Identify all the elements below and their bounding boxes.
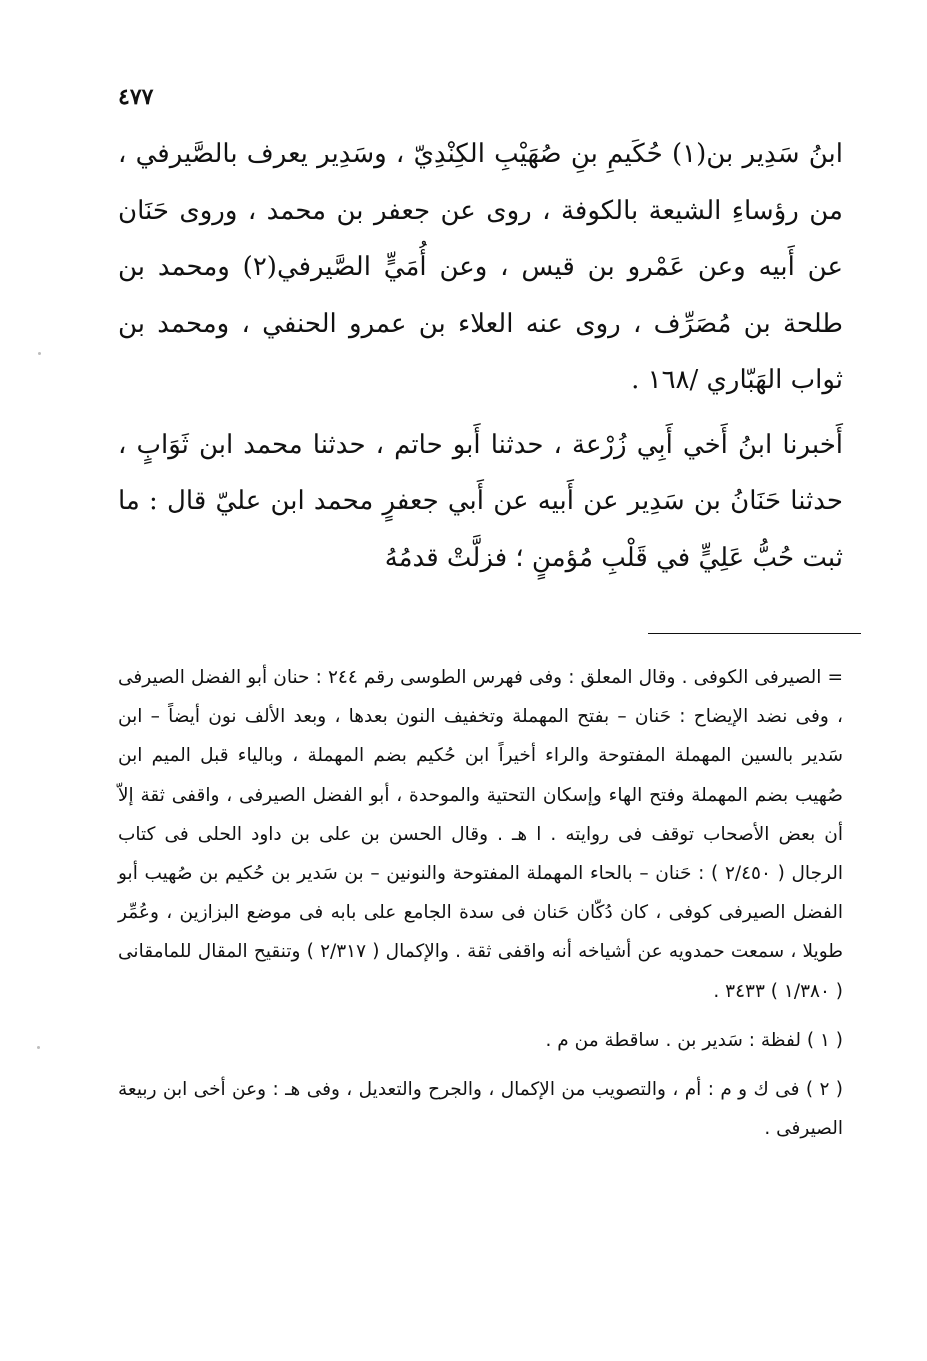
page-number: ٤٧٧ <box>118 84 154 110</box>
note-continuation: = الصيرفى الكوفى . وقال المعلق : وفى فهرس الطوسى رقم ٢٤٤ : حنان أبو الفضل الصيرفى ، وفى نضد الإيضاح : حَنان – بفتح المهملة وتخفيف النون بعدها ، وبعد الألف نون أيضاً – ابن سَدير بالسين المهملة المفتوحة والراء أخيراً ابن حُكيم بضم المهملة ، وبالياء قبل الميم ابن صُهيب بضم المهملة وفتح الهاء وإسكان التحتية والموحدة ، أبو الفضل الصيرفى ، واقفى ثقة إلاّ أن بعض الأصحاب توقف فى روايته . ا هـ . وقال الحسن بن على بن داود الحلى فى كتاب الرجال ( ٢/٤٥٠ ) : حَنان – بالحاء المهملة المفتوحة والنونين – بن سَدير بن حُكيم بن صُهيب أبو الفضل الصيرفى كوفى ، كان دُكّان حَنان فى سدة الجامع على بابه فى موضع البزازين ، وعُمِّر طويلا ، سمعت حمدويه عن أشياخه أنه واقفى ثقة . والإكمال ( ٢/٣١٧ ) وتنقيح المقال للمامقانى ( ١/٣٨٠ ) ٣٤٣٣ . <box>118 667 844 1002</box>
scan-speck <box>37 1046 40 1049</box>
main-text <box>118 126 843 586</box>
footnote-2: ( ٢ ) فى ك و م : أم ، والتصويب من الإكمال ، والجرح والتعديل ، وفى هـ : وعن أخى ابن ربيعة الصيرفى . <box>118 1079 843 1140</box>
footnote-1: ( ١ ) لفظة : سَدير بن . ساقطة من م . <box>545 1029 843 1051</box>
main-paragraph-2: أَخبرنا ابنُ أَخي أَبِي زُرْعة ، حدثنا أَبو حاتم ، حدثنا محمد ابن ثَوَابٍ ، حدثنا حَنَانُ بن سَدِير عن أَبيه عن أَبي جعفرٍ محمد ابن عليّ قال : ما ثبت حُبُّ عَلِيٍّ في قَلْبِ مُؤمنٍ ؛ فزلَّتْ قدمُهُ <box>118 429 843 573</box>
main-paragraph-1: ابنُ سَدِير بن(١) حُكَيمِ بنِ صُهَيْبِ الكِنْدِيّ ، وسَدِير يعرف بالصَّيرفي ، من رؤساءِ الشيعة بالكوفة ، روى عن جعفر بن محمد ، وروى حَنَان عن أَبيه وعن عَمْرو بن قيس ، وعن أُمَيٍّ الصَّيرفي(٢) ومحمد بن طلحة بن مُصَرِّف ، روى عنه العلاء بن عمرو الحنفي ، ومحمد بن ثواب الهَبّاري /١٦٨ . <box>118 139 843 395</box>
footnotes <box>118 658 843 1148</box>
footnote-separator <box>648 633 861 634</box>
scan-speck <box>38 352 41 355</box>
